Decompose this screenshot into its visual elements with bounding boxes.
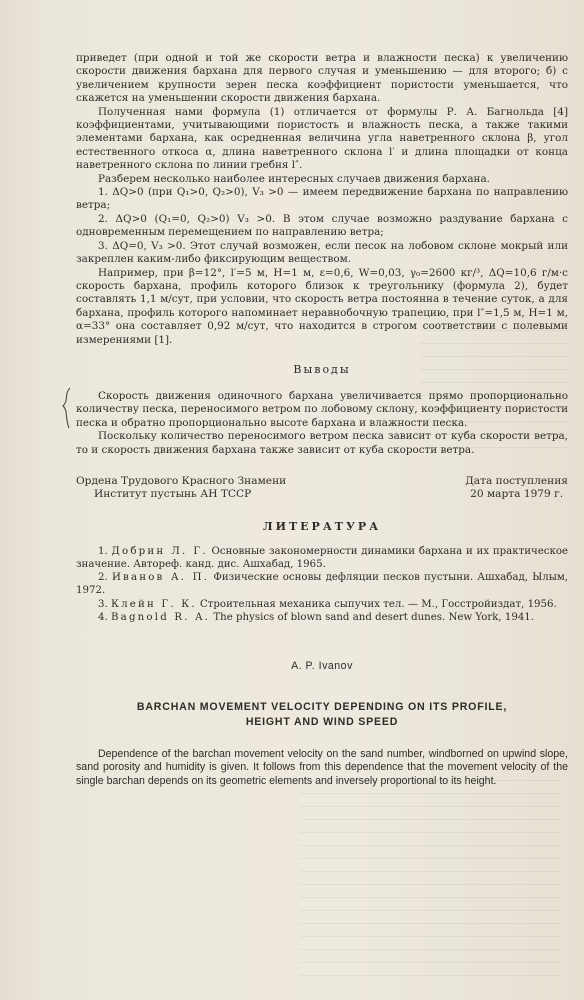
reference-text: Физические основы дефляции песков пустыни. Ашхабад, Ылым, 1972. bbox=[76, 572, 568, 597]
reference-item bbox=[76, 598, 568, 611]
reference-number: 4. bbox=[98, 611, 108, 623]
reference-item bbox=[76, 545, 568, 571]
institution-line: Институт пустынь АН ТССР bbox=[94, 488, 252, 501]
literature-heading: ЛИТЕРАТУРА bbox=[262, 519, 382, 533]
bleed-through-shadow bbox=[300, 780, 560, 980]
bleed-through-shadow bbox=[420, 330, 570, 450]
reference-author: Клейн Г. К. bbox=[110, 598, 197, 610]
affiliation-block bbox=[76, 475, 568, 502]
case-item: 1. ΔQ>0 (при Q₁>0, Q₂>0), V₃ >0 — имеем передвижение бархана по направлению ветра; bbox=[76, 186, 568, 212]
case-item: 3. ΔQ=0, V₃ >0. Этот случай возможен, если песок на лобовом склоне мокрый или закреплен каким-либо фиксирующим веществом. bbox=[76, 239, 568, 266]
body-paragraph: Разберем несколько наиболее интересных случаев движения бархана. bbox=[98, 172, 490, 185]
institution bbox=[76, 475, 286, 502]
conclusions-heading: Выводы bbox=[293, 362, 351, 376]
english-title bbox=[76, 700, 568, 730]
reference-number: 2. bbox=[98, 572, 108, 584]
conclusion-paragraph: Скорость движения одиночного бархана увеличивается прямо пропорционально количеству песка, переносимого ветром по лобовому склону, коэффициенту пористости песка и обратно пропорционально высоте бархана и влажности песка. bbox=[76, 389, 568, 429]
reference-number: 3. bbox=[98, 598, 108, 610]
received-value: 20 марта 1979 г. bbox=[470, 488, 564, 501]
received-date bbox=[465, 475, 568, 502]
reference-text: Основные закономерности динамики бархана и их практическое значение. Автореф. канд. дис. Ашхабад, 1965. bbox=[76, 545, 568, 570]
reference-author: Иванов А. П. bbox=[111, 572, 210, 584]
reference-text: The physics of blown sand and desert dunes. New York, 1941. bbox=[213, 611, 535, 623]
english-author: A. P. Ivanov bbox=[291, 660, 353, 672]
reference-author: Bagnold R. A. bbox=[110, 611, 211, 623]
example-paragraph: Например, при β=12°, l′=5 м, H=1 м, ε=0,6, W=0,03, γ₀=2600 кг/³, ΔQ=10,6 г/м·с скорость бархана, профиль которого близок к треугольнику (формула 2), будет составлять 1,1 м/сут, при условии, что скорость ветра постоянна в течение суток, а для бархана, профиль которого напоминает неравнобочную трапецию, при l″=1,5 м, H=1 м, α=33° она составляет 0,92 м/сут, что находится в строгом соответствии с полевыми измерениями [1]. bbox=[76, 266, 568, 346]
reference-item bbox=[76, 571, 568, 597]
english-abstract: Dependence of the barchan movement velocity on the sand number, windborned on upwind slope, sand porosity and humidity is given. It follows from this dependence that the movement velocity of the single barchan depends on its geometric elements and inversely proportional to its height. bbox=[76, 748, 568, 787]
case-item: 2. ΔQ>0 (Q₁=0, Q₂>0) V₃ >0. В этом случае возможно раздувание бархана с одновременным перемещением по направлению ветра; bbox=[76, 212, 568, 239]
conclusion-paragraph: Поскольку количество переносимого ветром песка зависит от куба скорости ветра, то и скорость движения бархана также зависит от куба скорости ветра. bbox=[76, 430, 568, 456]
reference-item bbox=[76, 611, 568, 624]
pencil-margin-mark bbox=[60, 386, 74, 430]
reference-number: 1. bbox=[98, 545, 108, 557]
reference-text: Строительная механика сыпучих тел. — М., Госстройиздат, 1956. bbox=[199, 598, 557, 610]
body-paragraph: приведет (при одной и той же скорости ветра и влажности песка) к увеличению скорости движения бархана для первого случая и уменьшению — для второго; б) с увеличением крупности зерен песка коэффициент пористости уменьшается, что скажется на уменьшении скорости движения бархана. bbox=[76, 52, 568, 105]
reference-author: Добрин Л. Г. bbox=[111, 545, 208, 557]
received-label: Дата поступления bbox=[465, 474, 568, 487]
body-paragraph: Полученная нами формула (1) отличается от формулы Р. А. Багнольда [4] коэффициентами, учитывающими пористость и влажность песка, а также такими элементами бархана, как осредненная величина угла наветренного склона β, угол естественного откоса α, длина наветренного склона l′ и длина площадки от конца наветренного склона по линии гребня l″. bbox=[76, 105, 568, 172]
english-title-line: HEIGHT AND WIND SPEED bbox=[245, 716, 399, 728]
english-title-line: BARCHAN MOVEMENT VELOCITY DEPENDING ON ITS PROFILE, bbox=[136, 701, 508, 713]
institution-line: Ордена Трудового Красного Знамени bbox=[76, 474, 287, 487]
